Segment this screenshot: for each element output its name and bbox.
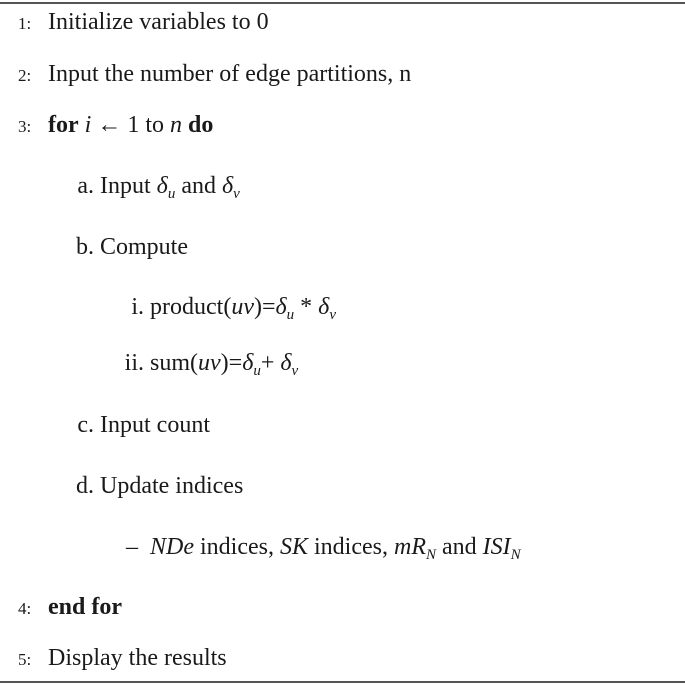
substep-d-bullet xyxy=(126,533,521,561)
delta-symbol: δ xyxy=(275,294,287,320)
keyword-do: do xyxy=(188,112,214,138)
subscript-n: N xyxy=(510,547,521,563)
step-text: Initialize variables to 0 xyxy=(48,9,269,35)
var-n: n xyxy=(170,112,182,138)
keyword-for: for xyxy=(48,112,79,138)
nde-symbol: NDe xyxy=(150,534,194,560)
substep-c xyxy=(72,411,210,439)
subscript-u: u xyxy=(167,186,176,202)
equals: )= xyxy=(220,350,243,376)
substep-text: Input xyxy=(100,173,157,199)
equals: )= xyxy=(253,294,276,320)
subscript-v: v xyxy=(291,363,299,379)
line-number: 4: xyxy=(18,599,32,618)
substep-label: c. xyxy=(77,412,94,438)
step-text: Display the results xyxy=(48,645,227,671)
step-text: Input the number of edge partitions, n xyxy=(48,61,412,87)
substep-text: Input count xyxy=(100,412,210,438)
subscript-n: N xyxy=(425,547,436,563)
substep-text: Compute xyxy=(100,234,188,260)
step-2 xyxy=(18,60,411,90)
line-number: 2: xyxy=(18,66,32,85)
line-number: 3: xyxy=(18,117,32,136)
keyword-end-for: end for xyxy=(48,594,122,620)
delta-symbol: δ xyxy=(280,350,292,376)
line-number: 5: xyxy=(18,650,32,669)
substep-ii xyxy=(120,349,298,377)
step-5 xyxy=(18,644,227,674)
substep-label: i. xyxy=(131,294,144,320)
var-i: i xyxy=(84,112,92,138)
var-uv: uv xyxy=(231,294,254,320)
subscript-v: v xyxy=(233,186,240,202)
range-text: ← 1 to xyxy=(91,112,170,138)
operator: * xyxy=(294,294,319,320)
bottom-rule xyxy=(0,681,685,683)
substep-b xyxy=(72,233,188,261)
text: and xyxy=(436,534,483,560)
text: indices, xyxy=(194,534,280,560)
dash-bullet: – xyxy=(126,534,138,560)
mr-symbol: mR xyxy=(393,534,426,560)
function-name: sum( xyxy=(150,350,198,376)
substep-a xyxy=(72,172,240,200)
sk-symbol: SK xyxy=(279,534,308,560)
delta-symbol: δ xyxy=(156,173,168,199)
function-name: product( xyxy=(150,294,232,320)
top-rule xyxy=(0,2,685,4)
isi-symbol: ISI xyxy=(482,534,511,560)
and-text: and xyxy=(175,173,222,199)
delta-symbol: δ xyxy=(242,350,254,376)
delta-symbol: δ xyxy=(221,173,234,199)
step-3-for-loop xyxy=(18,111,213,141)
subscript-v: v xyxy=(329,307,336,323)
delta-symbol: δ xyxy=(318,294,330,320)
subscript-u: u xyxy=(253,363,261,379)
substep-text: Update indices xyxy=(100,473,244,499)
substep-label: d. xyxy=(76,473,94,499)
line-number: 1: xyxy=(18,14,32,33)
substep-i xyxy=(120,293,336,321)
subscript-u: u xyxy=(286,307,295,323)
step-4-end-for xyxy=(18,593,122,623)
substep-label: a. xyxy=(77,173,94,199)
substep-d xyxy=(72,472,243,500)
substep-label: b. xyxy=(76,234,94,260)
step-1 xyxy=(18,8,269,38)
operator: + xyxy=(260,350,281,376)
substep-label: ii. xyxy=(124,350,144,376)
var-uv: uv xyxy=(198,350,221,376)
text: indices, xyxy=(308,534,394,560)
